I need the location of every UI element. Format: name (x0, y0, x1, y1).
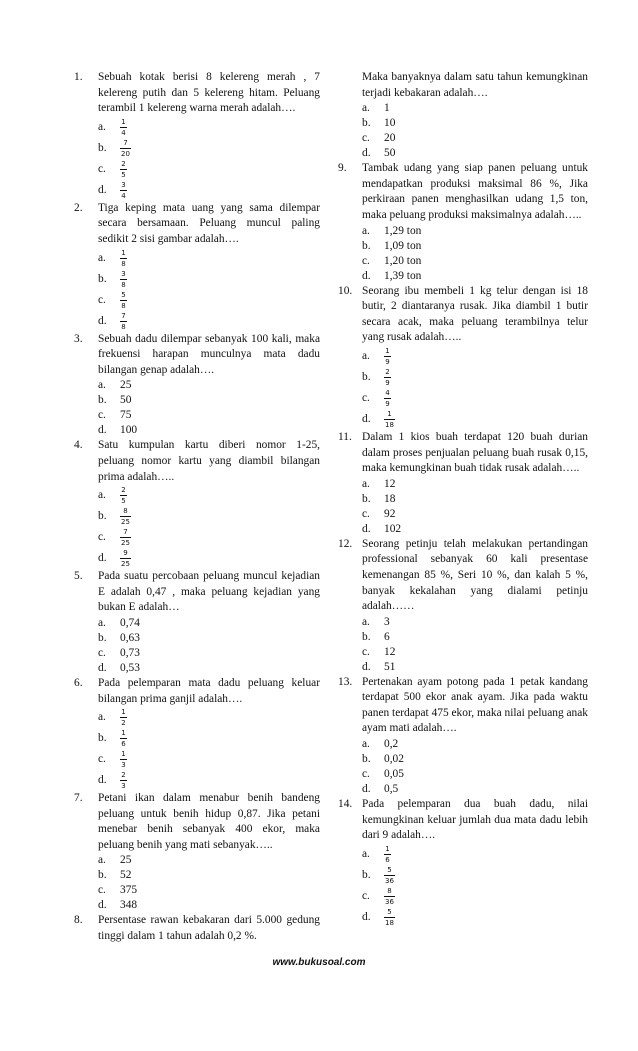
fraction-denominator: 4 (121, 128, 126, 137)
fraction (384, 389, 391, 408)
option-letter: c. (362, 507, 370, 520)
question-number: 5. (74, 570, 83, 583)
question-number: 3. (74, 332, 83, 345)
option-letter: d. (98, 774, 107, 787)
fraction (120, 729, 127, 748)
answer-option (362, 239, 588, 254)
fraction-denominator: 6 (121, 740, 126, 749)
question-text: Petani ikan dalam menabur benih bandeng peluang untuk benih hidup 0,87. Jika petani menebar benih sebanyak 400 ekor, maka peluang benih yang mati sebanyak….. (98, 792, 320, 851)
fraction-numerator: 5 (387, 865, 392, 874)
option-text: 10 (384, 117, 396, 130)
question-number: 8. (74, 914, 83, 927)
fraction-bar (384, 377, 391, 378)
answer-option (98, 180, 320, 201)
fraction-numerator: 1 (121, 117, 126, 126)
option-letter: d. (98, 424, 107, 437)
option-letter: a. (98, 854, 106, 867)
question-8-options (338, 101, 588, 161)
option-letter: c. (98, 293, 106, 306)
answer-option (362, 254, 588, 269)
option-letter: c. (98, 753, 106, 766)
option-letter: b. (98, 732, 107, 745)
option-letter: b. (98, 869, 107, 882)
answer-option (362, 146, 588, 161)
fraction-denominator: 5 (121, 497, 126, 506)
question (74, 791, 320, 913)
question-number: 11. (338, 430, 352, 443)
fraction-denominator: 18 (385, 918, 394, 927)
option-letter: b. (98, 510, 107, 523)
fraction (120, 507, 131, 526)
fraction (384, 887, 395, 906)
option-text: 0,2 (384, 738, 399, 751)
question-text: Dalam 1 kios buah terdapat 120 buah durian dalam proses penjualan peluang buah rusak 0,15, maka kemungkinan buah tidak rusak adalah….. (362, 430, 588, 475)
option-text: 0,5 (384, 783, 399, 796)
option-text: 1 (384, 102, 390, 115)
option-letter: a. (98, 711, 106, 724)
question-text: Pada pelemparan mata dadu peluang keluar bilangan prima ganjil adalah…. (98, 676, 320, 705)
answer-option (362, 630, 588, 645)
question-text: Seorang petinju telah melakukan pertandingan professional sebanyak 60 kali presentase kemenangan 85 %, Seri 10 %, dan kalah 5 %, banyak kekalahan yang dialami petinju adalah…… (362, 537, 588, 613)
fraction (120, 549, 131, 568)
fraction-numerator: 7 (123, 138, 128, 147)
option-letter: c. (98, 884, 106, 897)
answer-option (362, 886, 588, 907)
answer-option (362, 388, 588, 409)
answer-option (98, 749, 320, 770)
fraction-bar (120, 516, 131, 517)
question-number: 4. (74, 439, 83, 452)
fraction-denominator: 3 (121, 782, 126, 791)
fraction-denominator: 4 (121, 191, 126, 200)
answer-option (362, 907, 588, 928)
question-number: 12. (338, 537, 353, 550)
fraction-numerator: 2 (121, 486, 126, 495)
question (74, 676, 320, 791)
option-letter: a. (98, 379, 106, 392)
option-letter: d. (362, 522, 371, 535)
fraction-bar (384, 875, 395, 876)
fraction-numerator: 1 (385, 844, 390, 853)
fraction-bar (384, 854, 391, 855)
fraction-bar (120, 537, 131, 538)
option-letter: d. (98, 899, 107, 912)
option-letter: a. (98, 616, 106, 629)
fraction-denominator: 6 (385, 855, 390, 864)
option-letter: b. (362, 753, 371, 766)
option-text: 1,20 ton (384, 254, 422, 267)
option-text: 1,09 ton (384, 239, 422, 252)
question (338, 797, 588, 928)
question (74, 438, 320, 569)
answer-option (98, 728, 320, 749)
option-letter: c. (98, 531, 106, 544)
question-text: Pada suatu percobaan peluang muncul kejadian E adalah 0,47 , maka peluang kejadian yang bukan E adalah… (98, 570, 320, 614)
fraction-denominator: 5 (121, 170, 126, 179)
fraction-numerator: 5 (121, 290, 126, 299)
left-column (74, 70, 320, 945)
question-number: 13. (338, 675, 353, 688)
answer-option (362, 615, 588, 630)
fraction (120, 181, 127, 200)
fraction-denominator: 8 (121, 301, 126, 310)
fraction (120, 528, 131, 547)
question-number: 10. (338, 284, 353, 297)
option-letter: b. (98, 272, 107, 285)
option-letter: c. (362, 768, 370, 781)
option-letter: d. (98, 552, 107, 565)
answer-option (362, 116, 588, 131)
answer-option (98, 159, 320, 180)
question-text: Pertenakan ayam potong pada 1 petak kandang terdapat 500 ekor anak ayam. Jika pada waktu panen terdapat 475 ekor, maka nilai peluang anak ayam mati adalah…. (362, 675, 588, 735)
answer-option (98, 646, 320, 661)
option-letter: a. (362, 224, 370, 237)
fraction-numerator: 5 (387, 907, 392, 916)
question (338, 675, 588, 797)
option-letter: d. (362, 412, 371, 425)
option-letter: a. (362, 349, 370, 362)
fraction-numerator: 2 (385, 367, 390, 376)
answer-option (362, 507, 588, 522)
question-text: Tambak udang yang siap panen peluang untuk mendapatkan produksi maksimal 86 %, Jika perkiraan panen menghasilkan udang 1,5 ton, maka peluang produksi maksimalnya adalah….. (362, 162, 588, 221)
question (74, 569, 320, 676)
question (338, 430, 588, 537)
fraction-denominator: 25 (121, 560, 130, 569)
option-letter: a. (362, 477, 370, 490)
option-text: 20 (384, 132, 396, 145)
fraction-bar (120, 321, 127, 322)
fraction-denominator: 20 (121, 149, 130, 158)
answer-option (98, 631, 320, 646)
answer-option (98, 408, 320, 423)
option-letter: b. (362, 630, 371, 643)
option-letter: d. (362, 269, 371, 282)
option-letter: d. (362, 910, 371, 923)
answer-option (98, 423, 320, 438)
question-number: 6. (74, 676, 83, 689)
answer-option (362, 782, 588, 797)
fraction-bar (384, 896, 395, 897)
fraction (120, 118, 127, 137)
option-text: 52 (120, 869, 132, 882)
answer-option (98, 269, 320, 290)
question-number: 2. (74, 201, 83, 214)
fraction-denominator: 36 (385, 897, 394, 906)
option-text: 50 (120, 394, 132, 407)
answer-option (362, 477, 588, 492)
fraction (120, 312, 127, 331)
option-text: 18 (384, 492, 396, 505)
answer-option (98, 527, 320, 548)
question-text: Tiga keping mata uang yang sama dilempar secara bersamaan. Peluang muncul paling sedikit 2 sisi gambar adalah…. (98, 201, 320, 245)
answer-option (362, 224, 588, 239)
option-letter: c. (362, 645, 370, 658)
option-text: 1,39 ton (384, 269, 422, 282)
option-letter: a. (98, 251, 106, 264)
question-number: 1. (74, 71, 83, 83)
answer-option (98, 506, 320, 527)
option-text: 92 (384, 507, 396, 520)
answer-option (362, 752, 588, 767)
fraction-numerator: 9 (123, 549, 128, 558)
question-text: Seorang ibu membeli 1 kg telur dengan isi 18 butir, 2 diantaranya rusak. Jika diambil 1 butir secara acak, maka peluang terambilnya telur yang rusak adalah….. (362, 284, 588, 344)
fraction-denominator: 18 (385, 420, 394, 429)
answer-option (362, 131, 588, 146)
option-letter: b. (98, 631, 107, 644)
fraction (384, 347, 391, 366)
answer-option (98, 393, 320, 408)
fraction-bar (120, 190, 127, 191)
option-text: 100 (120, 424, 138, 437)
answer-option (98, 378, 320, 393)
fraction-denominator: 8 (121, 259, 126, 268)
option-text: 51 (384, 660, 396, 673)
option-letter: b. (362, 492, 371, 505)
fraction-denominator: 9 (385, 378, 390, 387)
question (74, 201, 320, 332)
question (74, 70, 320, 201)
fraction (120, 750, 127, 769)
fraction (120, 708, 127, 727)
option-text: 75 (120, 409, 132, 422)
fraction-numerator: 7 (121, 311, 126, 320)
fraction-bar (120, 780, 127, 781)
answer-option (362, 844, 588, 865)
fraction-numerator: 1 (121, 729, 126, 738)
option-letter: c. (362, 132, 370, 145)
fraction-bar (384, 356, 391, 357)
fraction-numerator: 3 (121, 180, 126, 189)
fraction-numerator: 7 (123, 528, 128, 537)
option-text: 25 (120, 854, 132, 867)
option-text: 0,05 (384, 768, 404, 781)
option-letter: a. (362, 738, 370, 751)
answer-option (362, 269, 588, 284)
fraction (120, 249, 127, 268)
answer-option (98, 138, 320, 159)
fraction-bar (120, 558, 131, 559)
fraction-numerator: 1 (385, 346, 390, 355)
option-letter: c. (98, 162, 106, 175)
option-letter: d. (98, 314, 107, 327)
option-letter: a. (98, 489, 106, 502)
option-text: 348 (120, 899, 138, 912)
fraction-denominator: 25 (121, 539, 130, 548)
answer-option (98, 311, 320, 332)
question-number: 7. (74, 792, 83, 805)
option-text: 1,29 ton (384, 224, 422, 237)
answer-option (98, 883, 320, 898)
option-letter: b. (362, 117, 371, 130)
answer-option (362, 645, 588, 660)
option-text: 0,53 (120, 661, 140, 674)
option-text: 25 (120, 379, 132, 392)
fraction-bar (120, 759, 127, 760)
option-text: 375 (120, 884, 138, 897)
option-letter: c. (362, 254, 370, 267)
answer-option (98, 707, 320, 728)
option-letter: d. (362, 147, 371, 160)
option-letter: d. (98, 183, 107, 196)
fraction-denominator: 2 (121, 719, 126, 728)
fraction-bar (120, 258, 127, 259)
fraction-bar (384, 419, 395, 420)
question-number: 14. (338, 798, 353, 811)
fraction-bar (384, 917, 395, 918)
answer-option (98, 868, 320, 883)
question (74, 332, 320, 439)
option-text: 0,73 (120, 646, 140, 659)
fraction-numerator: 1 (121, 248, 126, 257)
question (338, 537, 588, 675)
fraction-bar (120, 300, 127, 301)
option-text: 0,74 (120, 616, 140, 629)
option-letter: d. (362, 660, 371, 673)
footer-url: www.bukusoal.com (272, 957, 366, 968)
question (338, 161, 588, 283)
fraction (384, 845, 391, 864)
option-letter: a. (362, 847, 370, 860)
question-text: Satu kumpulan kartu diberi nomor 1-25, peluang nomor kartu yang diambil bilangan prima adalah….. (98, 439, 320, 483)
right-column (338, 70, 588, 928)
option-text: 0,02 (384, 753, 404, 766)
option-text: 12 (384, 477, 396, 490)
fraction-bar (120, 279, 127, 280)
option-text: 50 (384, 147, 396, 160)
question-text: Sebuah kotak berisi 8 kelereng merah , 7 kelereng putih dan 5 kelereng hitam. Peluang terambil 1 kelereng warna merah adalah…. (98, 71, 320, 115)
fraction-denominator: 8 (121, 322, 126, 331)
option-text: 12 (384, 645, 396, 658)
fraction-bar (120, 495, 127, 496)
fraction-denominator: 9 (385, 399, 390, 408)
option-letter: a. (362, 615, 370, 628)
question-text: Pada pelemparan dua buah dadu, nilai kemungkinan keluar jumlah dua mata dadu lebih dari 9 adalah…. (362, 798, 588, 842)
fraction-numerator: 1 (121, 708, 126, 717)
answer-option (98, 661, 320, 676)
option-letter: b. (362, 370, 371, 383)
fraction-bar (120, 717, 127, 718)
fraction (384, 866, 395, 885)
option-letter: d. (98, 661, 107, 674)
option-letter: b. (98, 394, 107, 407)
fraction-bar (120, 738, 127, 739)
right-questions (338, 161, 588, 928)
fraction (120, 270, 127, 289)
question (338, 284, 588, 430)
option-letter: c. (98, 646, 106, 659)
question (74, 913, 320, 944)
fraction (120, 160, 127, 179)
answer-option (362, 101, 588, 116)
option-letter: a. (362, 102, 370, 115)
fraction (384, 908, 395, 927)
fraction-denominator: 8 (121, 280, 126, 289)
answer-option (362, 737, 588, 752)
answer-option (98, 248, 320, 269)
fraction-numerator: 1 (387, 409, 392, 418)
option-text: 0,63 (120, 631, 140, 644)
answer-option (98, 770, 320, 791)
fraction-bar (120, 148, 131, 149)
fraction-denominator: 9 (385, 357, 390, 366)
fraction-numerator: 8 (387, 886, 392, 895)
answer-option (362, 865, 588, 886)
fraction-numerator: 8 (123, 507, 128, 516)
fraction-denominator: 36 (385, 876, 394, 885)
option-letter: c. (362, 889, 370, 902)
answer-option (98, 853, 320, 868)
answer-option (362, 522, 588, 537)
option-text: 6 (384, 630, 390, 643)
answer-option (362, 409, 588, 430)
question-number: 9. (338, 162, 347, 175)
fraction (384, 410, 395, 429)
fraction-bar (120, 169, 127, 170)
fraction (120, 139, 131, 158)
fraction-bar (120, 127, 127, 128)
fraction (120, 771, 127, 790)
option-letter: b. (362, 868, 371, 881)
answer-option (98, 290, 320, 311)
answer-option (98, 548, 320, 569)
fraction-numerator: 4 (385, 388, 390, 397)
option-letter: a. (98, 120, 106, 133)
question-text: Sebuah dadu dilempar sebanyak 100 kali, maka frekuensi harapan munculnya mata dadu bilangan genap adalah…. (98, 332, 320, 376)
fraction (120, 291, 127, 310)
option-letter: c. (98, 409, 106, 422)
fraction-numerator: 2 (121, 771, 126, 780)
option-letter: d. (362, 783, 371, 796)
option-letter: c. (362, 391, 370, 404)
fraction (120, 486, 127, 505)
option-text: 3 (384, 615, 390, 628)
fraction-denominator: 25 (121, 518, 130, 527)
fraction-bar (384, 398, 391, 399)
answer-option (98, 485, 320, 506)
fraction (384, 368, 391, 387)
option-letter: b. (98, 141, 107, 154)
fraction-denominator: 3 (121, 761, 126, 770)
answer-option (362, 767, 588, 782)
answer-option (362, 492, 588, 507)
question-8-continuation: Maka banyaknya dalam satu tahun kemungkinan terjadi kebakaran adalah…. (362, 71, 588, 99)
option-text: 102 (384, 522, 402, 535)
fraction-numerator: 3 (121, 269, 126, 278)
option-letter: b. (362, 239, 371, 252)
answer-option (98, 117, 320, 138)
answer-option (362, 660, 588, 675)
answer-option (98, 616, 320, 631)
answer-option (362, 346, 588, 367)
question-text: Persentase rawan kebakaran dari 5.000 gedung tinggi dalam 1 tahun adalah 0,2 %. (98, 914, 320, 943)
answer-option (362, 367, 588, 388)
fraction-numerator: 2 (121, 159, 126, 168)
answer-option (98, 898, 320, 913)
fraction-numerator: 1 (121, 750, 126, 759)
